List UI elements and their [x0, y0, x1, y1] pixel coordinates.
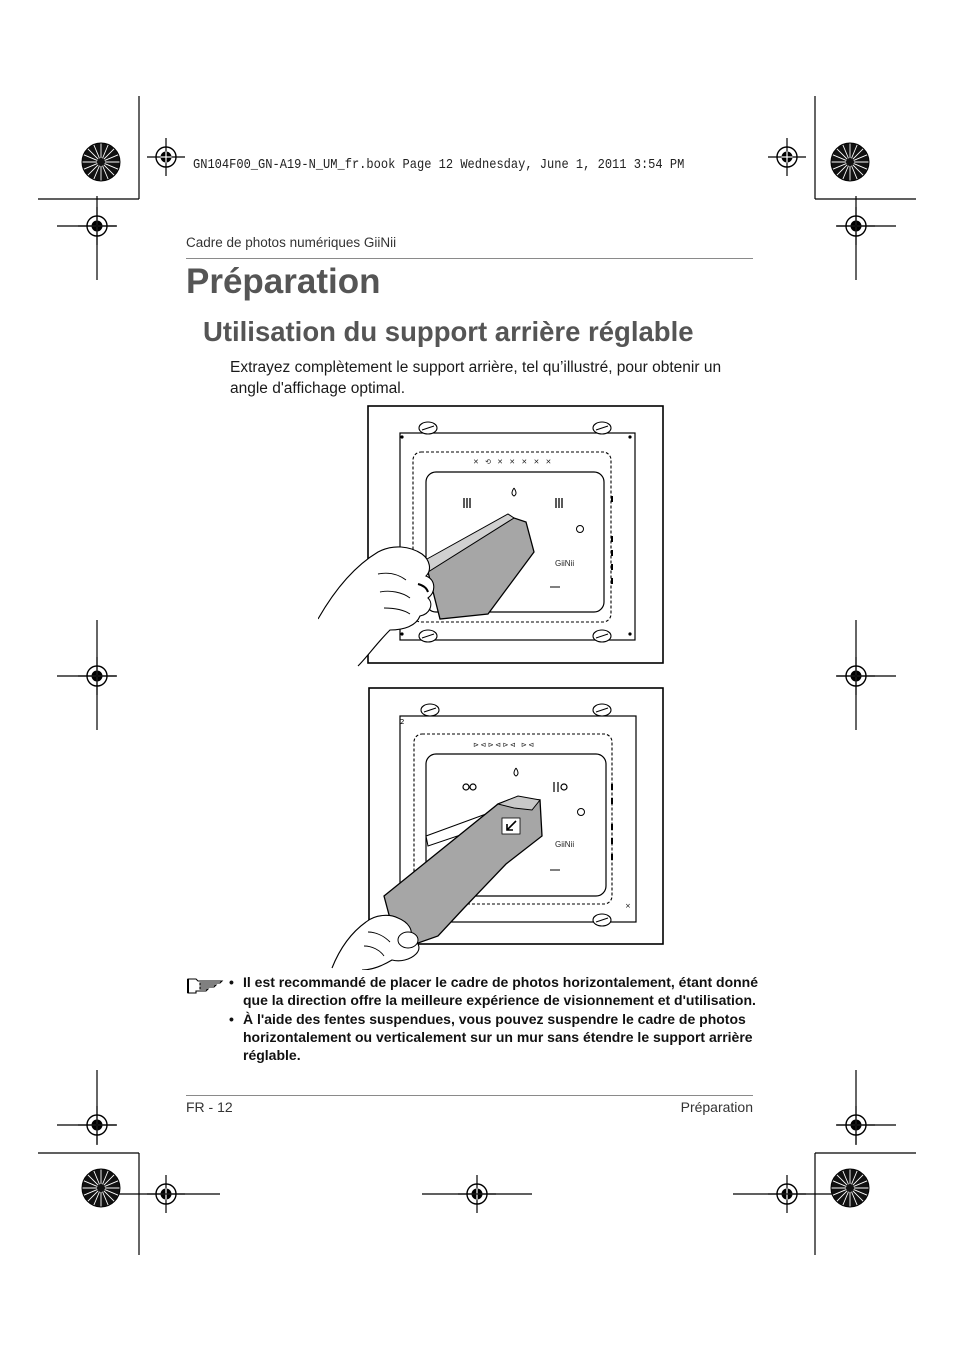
starburst-icon: [82, 143, 120, 181]
note-item: • Il est recommandé de placer le cadre de photos horizontalement, étant donné que la direction offre la meilleure expérience de visionnement et d'utilisation.: [229, 974, 759, 1009]
svg-text:×: ×: [625, 902, 631, 910]
intro-paragraph: Extrayez complètement le support arrière, tel qu’illustré, pour obtenir un angle d'affichage optimal.: [230, 359, 722, 397]
frame-logo: GiiNii: [555, 559, 575, 568]
note-text: Il est recommandé de placer le cadre de photos horizontalement, étant donné que la direction offre la meilleure expérience de visionnement et d'utilisation.: [243, 974, 759, 1009]
pointing-hand-note-icon: [186, 975, 224, 997]
registration-mark-icon: [147, 138, 185, 176]
running-header: Cadre de photos numériques GiiNii: [186, 235, 397, 250]
stand-extended-illustration: [318, 686, 668, 970]
registration-mark-icon: [768, 138, 806, 176]
page-title: Préparation: [186, 262, 381, 301]
footer-section-name: Préparation: [680, 1099, 753, 1115]
note-text: À l'aide des fentes suspendues, vous pouvez suspendre le cadre de photos horizontalement ou verticalement sur un mur sans étendre le support arrière réglable.: [243, 1010, 753, 1064]
starburst-icon: [82, 1169, 120, 1207]
svg-text:2: 2: [400, 718, 405, 726]
crop-marks: [38, 96, 916, 1255]
starburst-icon: [831, 143, 869, 181]
header-rule: [186, 258, 753, 259]
frame-logo: GiiNii: [555, 840, 575, 849]
print-slug-header: GN104F00_GN-A19-N_UM_fr.book Page 12 Wednesday, June 1, 2011 3:54 PM: [193, 157, 685, 173]
section-title: Utilisation du support arrière réglable: [203, 316, 694, 347]
footer-rule: [186, 1095, 753, 1096]
button-legend-strip: ✕ ⟲ ✕ ✕ ✕ ✕ ✕: [473, 458, 554, 466]
note-item: • À l'aide des fentes suspendues, vous pouvez suspendre le cadre de photos horizontalement ou verticalement sur un mur sans étendre le support arrière réglable.: [229, 1010, 753, 1064]
notes-list: [229, 973, 759, 1064]
starburst-icon: [831, 1169, 869, 1207]
button-legend-strip: ⊳⊲⊳⊲⊳⊲ ⊳⊲: [473, 741, 536, 749]
stand-extraction-illustration: [318, 404, 668, 670]
page-number: FR - 12: [186, 1099, 233, 1115]
